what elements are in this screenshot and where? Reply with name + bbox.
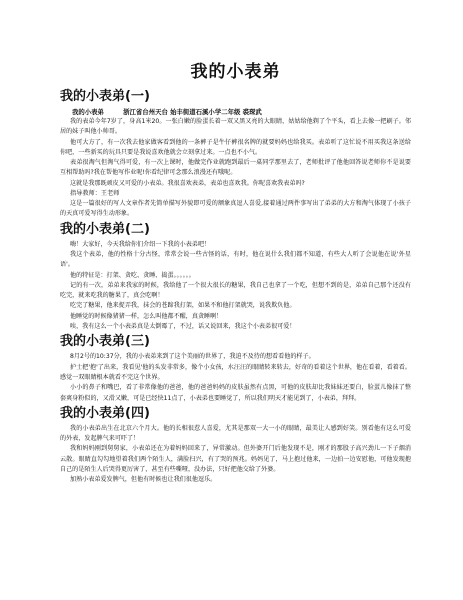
paragraph: 这就是我那既顽皮又可爱的小表弟。我很喜欢表弟，表弟也喜欢我。你呢喜欢我表弟吗?: [70, 179, 305, 187]
paragraph: 唉，我有这么一个小表弟真是太倒霉了，不过，话又说回来，我这个小表弟很可爱！: [70, 323, 296, 331]
paragraph: 8月2号的10:37分，我的小表弟来到了这个美丽的世界了，我迫不及待的想看看他的样子。: [70, 353, 315, 361]
paragraph: 他可大方了，有一次我去他家做客看到他的一条裤子是牛仔裤很名牌的就要妈妈也给我买。表弟听了这忙说不用买我这条送给你吧，一些新买的玩具只要是我说喜欢他就会立刻拿过来。一点也不小气。: [60, 138, 411, 156]
paragraph: 嗨！大家好，今天我给你们介绍一下我的小表弟吧！: [70, 240, 211, 248]
author-line: 我的小表弟 浙江省台州天台 始丰街道石溪小学二年级 裘琛武: [72, 108, 262, 116]
section-1: [60, 89, 411, 220]
section-2: [60, 222, 411, 333]
paragraph: 小小的鼻子和嘴巴，看了非常像他的爸爸，他的爸爸妈妈的皮肤虽然有点黑，可他的皮肤却比我妹妹还要白，脸蛋儿像抹了整套爽身粉似的，又滑又嫩，可是已经快11点了，小表弟也要睡觉了，所以我们明天才能见到了，小表弟，拜拜。: [60, 384, 411, 402]
paragraph: 我的表弟今年7岁了，身高1米20。一张白嫩的脸蛋长着一双又黑又亮的大眼睛，姑姑给他剃了个平头，看上去像一把刷子。邻居的妹子叫他小帅哥。: [60, 118, 411, 136]
paragraph: 加熟小表弟爱发脾气，但他有时候也让我们很他逗乐。: [70, 476, 217, 484]
document-title: 我的小表弟: [190, 62, 281, 82]
section-heading: 我的小表弟(二): [60, 221, 150, 237]
section-heading: 我的小表弟(三): [60, 334, 150, 350]
paragraph: 他睡觉的时候像猪猪一样，怎么叫他都不醒，真贪睡啊！: [70, 312, 223, 320]
paragraph: 他的特征是：打架、贪吃、贪睡、捣蛋。。。。。。: [70, 271, 195, 279]
paragraph: 我和妈妈刚到舅舅家，小表弟还在为着妈妈回来了，异常激动。但外婆开门后他发现不是，刚才的那股子高兴劲儿一下子烟消云散。眼睛直勾勾地望着我们两个陌生人，满脸扫兴，有了哭的预兆。妈妈见了，马上抱过他来，一边拍一边安慰他，可他发现抱自己的是陌生人后哭得更厉害了，甚至有些嘶哑，没办法，只好把他交给了外婆。: [60, 445, 411, 474]
paragraph: 表弟很淘气但淘气得可爱，有一次上课时，他做完作业就跑到最后一桌同学那里去了，老师批评了他他回答说老师你不是说要互相帮助吗?我在帮他写作业呢!你看纪律可念那么浪漫还有哦呢。: [60, 159, 411, 177]
paragraph: 护士把'抱'了出来，我看见'他的头发非常多，像个小女孩，水汪汪的眼睛转来转去，好奇的看着这个世界，他在看着，看着看。感觉一双眼睛根本就看不完这个世界。: [60, 363, 411, 381]
paragraph: 记的有一次，弟弟来我家的时候，我给他了一个很大很长的糖果，我自己也拿了一个吃，但想不到的是，弟弟自己那个还没有吃完，就来吃我的糖果了，真会吃啊！: [60, 281, 411, 300]
section-3: [60, 334, 411, 403]
section-heading: 我的小表弟(一): [60, 89, 150, 104]
section-4: [60, 406, 411, 486]
teacher-line: 指导教师：王老师: [70, 190, 120, 198]
paragraph: 我的小表弟出生在北京六个月大。他的长相很惹人喜爱，尤其是那双一大一小的眼睛，最美让人感到好笑。别看他有这么可爱的外表，发起脾气来可吓了！: [60, 424, 411, 443]
teacher-comment: 这是一篇很好的写人文章作者先简单描写外貌即可爱的额象真逗人喜爱,接着通过两件事写出了弟弟的大方和淘气体现了小孩子的天真可爱写得生动形象。: [60, 200, 411, 218]
paragraph: 吃完了糖果，他来捉弄我，抹会的苍蹄我打架，如果不和他打架就哭，说我欺负他。: [70, 302, 296, 310]
paragraph: 我这个表弟，他的性格十分古怪，常常会说一些古怪的话，有时，他在说什么我们都不知道，有些大人听了会说他在说'外星语'。: [60, 250, 411, 269]
section-heading: 我的小表弟(四): [60, 405, 150, 421]
